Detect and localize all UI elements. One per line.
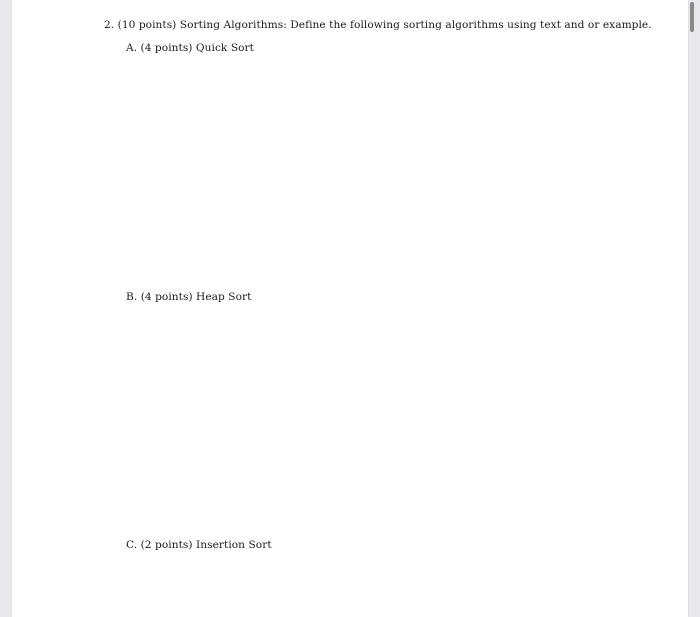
- question-header: [104, 19, 652, 31]
- question-number: 2.: [104, 19, 115, 31]
- part-a-heading: [126, 42, 254, 54]
- document-page: [12, 0, 688, 617]
- part-b-heading: [126, 291, 251, 303]
- part-b-label: B.: [126, 291, 138, 303]
- part-c-topic: Insertion Sort: [195, 539, 272, 551]
- part-c-heading: [126, 539, 272, 551]
- part-a-points: (4 points): [140, 42, 193, 54]
- part-a-label: A.: [126, 42, 138, 54]
- part-b-points: (4 points): [140, 291, 193, 303]
- vertical-scrollbar[interactable]: [690, 2, 694, 32]
- part-c-points: (2 points): [140, 539, 193, 551]
- part-a-topic: Quick Sort: [195, 42, 254, 54]
- question-text: (10 points) Sorting Algorithms: Define the following sorting algorithms using text and or example.: [117, 19, 652, 31]
- part-b-topic: Heap Sort: [196, 291, 252, 303]
- part-c-label: C.: [126, 539, 138, 551]
